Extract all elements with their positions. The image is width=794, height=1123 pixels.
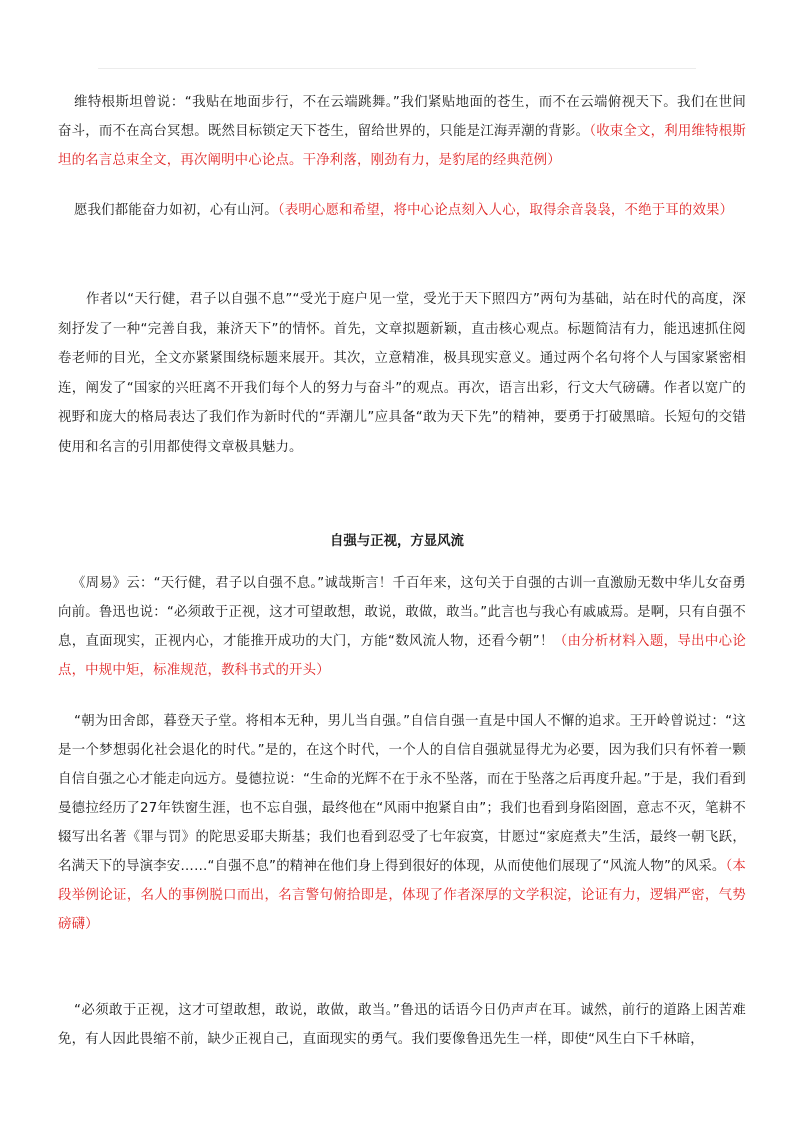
- essay-opening-paragraph: [58, 569, 746, 685]
- closing-paragraph: [58, 88, 746, 175]
- paragraph-text: “朝为田舍郎，暮登天子堂。将相本无种，男儿当自强。”自信自强一直是中国人不懈的追求。王开岭曾说过：“这是一个梦想弱化社会退化的时代。”是的，在这个时代，一个人的自信自强就显得尤为必要，因为我们只有怀着一颗自信自强之心才能走向远方。曼德拉说：“生命的光辉不在于永不坠落，而在于坠落之后再度升起。”于是，我们看到曼德拉经历了27年铁窗生涯，也不忘自强，最终他在“风雨中抱紧自由”；我们也看到身陷囹圄，意志不灭，笔耕不辍写出名著《罪与罚》的陀思妥耶夫斯基；我们也看到忍受了七年寂寞，甘愿过“家庭煮夫”生活，最终一朝飞跃，名满天下的导演李安……“自强不息”的精神在他们身上得到很好的体现，从而使他们展现了“风流人物”的风采。: [58, 714, 746, 874]
- paragraph-text: 《周易》云：“天行健，君子以自强不息。”诚哉斯言！千百年来，这句关于自强的古训一直激励无数中华儿女奋勇向前。鲁迅也说：“必须敢于正视，这才可望敢想，敢说，敢做，敢当。”此言也与我心有戚戚焉。是啊，只有自强不息，直面现实，正视内心，才能推开成功的大门，方能“数风流人物，还看今朝”！: [58, 576, 746, 649]
- teacher-comment: [58, 285, 746, 462]
- essay-title: 自强与正视，方显风流: [330, 534, 464, 549]
- annotation: （本段举例论证，名人的事例脱口而出，名言警句俯拾即是，体现了作者深厚的文学积淀，论证有力，逻辑严密，气势磅礴）: [58, 859, 747, 932]
- annotation: （表明心愿和希望，将中心论点刻入人心，取得余音袅袅，不绝于耳的效果）: [277, 203, 734, 218]
- paragraph-text: “必须敢于正视，这才可望敢想，敢说，敢做，敢当。”鲁迅的话语今日仍声声在耳。诚然，前行的道路上困苦难免，有人因此畏缩不前，缺少正视自己，直面现实的勇气。我们要像鲁迅先生一样，即使“风生白下千林暗，: [58, 1003, 746, 1047]
- annotation: （收束全文，利用维特根斯坦的名言总束全文，再次阐明中心论点。干净利落，刚劲有力，是豹尾的经典范例）: [58, 124, 746, 168]
- comment-text: 作者以“天行健，君子以自强不息”“受光于庭户见一堂，受光于天下照四方”两句为基础，站在时代的高度，深刻抒发了一种“完善自我，兼济天下”的情怀。首先，文章拟题新颖，直击核心观点。标题简洁有力，能迅速抓住阅卷老师的目光，全文亦紧紧围绕标题来展开。其次，立意精准，极具现实意义。通过两个名句将个人与国家紧密相连，阐发了“国家的兴旺离不开我们每个人的努力与奋斗”的观点。再次，语言出彩，行文大气磅礴。作者以宽广的视野和庞大的格局表达了我们作为新时代的“弄潮儿”应具备“敢为天下先”的精神，要勇于打破黑暗。长短句的交错使用和名言的引用都使得文章极具魅力。: [58, 292, 746, 455]
- closing-wish-paragraph: [58, 196, 746, 225]
- essay-body-paragraph-2: [58, 996, 746, 1054]
- annotation: （由分析材料入题，导出中心论点，中规中矩，标准规范，教科书式的开头）: [58, 634, 746, 678]
- top-divider: [98, 68, 696, 69]
- paragraph-text: 愿我们都能奋力如初，心有山河。: [74, 203, 278, 218]
- paragraph-text: 维特根斯坦曾说：“我贴在地面步行，不在云端跳舞。”我们紧贴地面的苍生，而不在云端俯视天下。我们在世间奋斗，而不在高台冥想。既然目标锁定天下苍生，留给世界的，只能是江海弄潮的背影。: [58, 95, 746, 139]
- essay-body-paragraph: [58, 707, 746, 939]
